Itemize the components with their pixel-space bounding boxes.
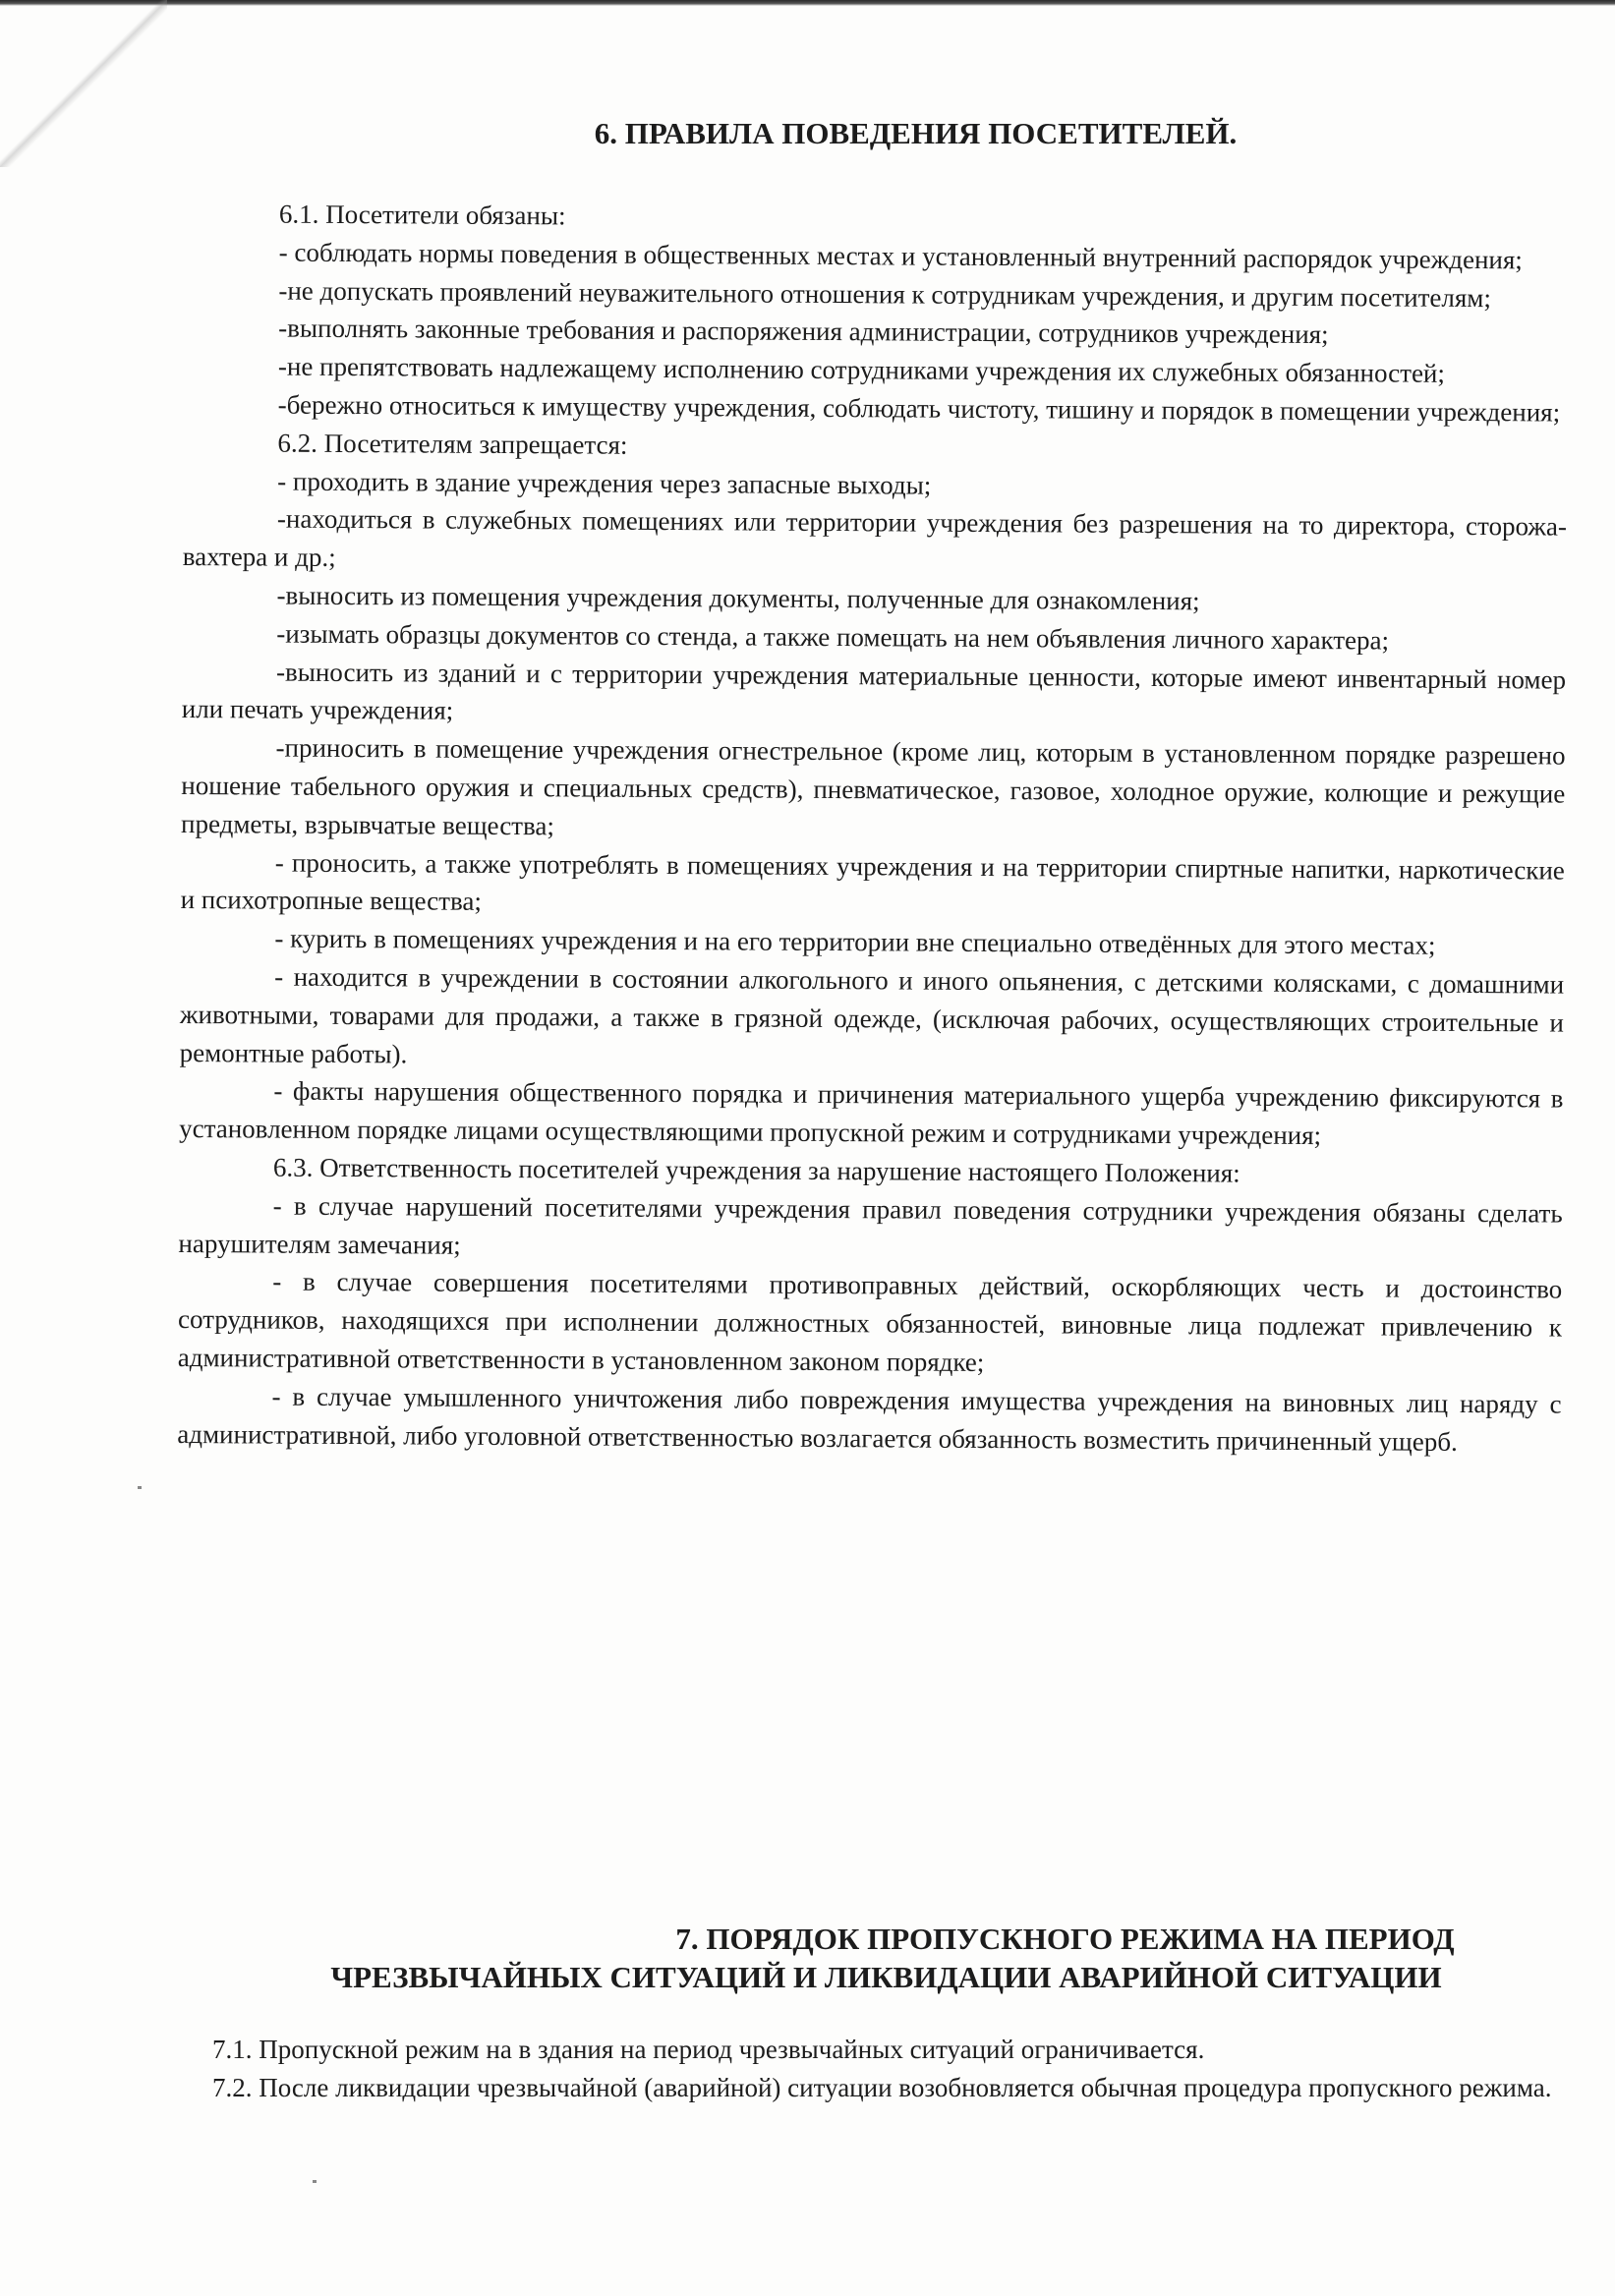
section-7-title-line-1: 7. ПОРЯДОК ПРОПУСКНОГО РЕЖИМА НА ПЕРИОД — [675, 1922, 1455, 1956]
paragraph: -бережно относиться к имуществу учреждения, соблюдать чистоту, тишину и порядок в помещении учреждения; — [277, 389, 1561, 428]
paragraph: - в случае нарушений посетителями учреждения правил поведения сотрудники учреждения обязаны сделать нарушителям замечания; — [178, 1190, 1563, 1260]
paragraph-7-1: 7.1. Пропускной режим на в здания на период чрезвычайных ситуаций ограничивается. — [212, 2035, 1205, 2064]
scan-speck — [138, 1486, 142, 1489]
section-7-title-line-2: ЧРЕЗВЫЧАЙНЫХ СИТУАЦИЙ И ЛИКВИДАЦИИ АВАРИЙНОЙ СИТУАЦИИ — [330, 1960, 1442, 1994]
section-6-title: 6. ПРАВИЛА ПОВЕДЕНИЯ ПОСЕТИТЕЛЕЙ. — [594, 116, 1238, 150]
paragraph: -не допускать проявлений неуважительного отношения к сотрудникам учреждения, и другим посетителям; — [278, 275, 1491, 313]
paragraph: - курить в помещениях учреждения и на его территории вне специально отведённых для этого местах; — [274, 923, 1436, 960]
scan-speck — [313, 2180, 317, 2183]
paragraph: -не препятствовать надлежащему исполнению сотрудниками учреждения их служебных обязанностей; — [277, 351, 1446, 389]
section-7-body — [212, 2031, 1559, 2107]
paragraph: - проносить, а также употреблять в помещениях учреждения и на территории спиртные напитки, наркотические и психотропные вещества; — [180, 847, 1565, 917]
paragraph: -находиться в служебных помещениях или территории учреждения без разрешения на то директора, сторожа-вахтера и др.; — [182, 503, 1568, 573]
paragraph: -приносить в помещение учреждения огнестрельное (кроме лиц, которым в установленном порядке разрешено ношение табельного оружия и специальных средств), пневматическое, газовое, холодное оружие, колющие и режущие предметы, взрывчатые вещества; — [181, 732, 1566, 841]
paragraph-6-2: 6.2. Посетителям запрещается: — [277, 428, 628, 460]
paragraph-6-3: 6.3. Ответственность посетителей учреждения за нарушение настоящего Положения: — [272, 1152, 1240, 1188]
scan-top-edge — [0, 0, 1615, 6]
paragraph: - находится в учреждении в состоянии алкогольного и иного опьянения, с детскими колясками, с домашними животными, товарами для продажи, а также в грязной одежде, (исключая рабочих, осуществляющих строительные и ремонтные работы). — [179, 961, 1565, 1068]
paragraph: -выполнять законные требования и распоряжения администрации, сотрудников учреждения; — [278, 313, 1329, 350]
paragraph: -выносить из помещения учреждения документы, полученные для ознакомления; — [276, 580, 1200, 616]
paragraph: - в случае совершения посетителями противоправных действий, оскорбляющих честь и достоинство сотрудников, находящихся при исполнении должностных обязанностей, виновные лица подлежат привлечению к административной ответственности в установленном законом порядке; — [177, 1266, 1563, 1377]
paragraph: - проходить в здание учреждения через запасные выходы; — [277, 466, 932, 500]
paragraph: -выносить из зданий и с территории учреждения материальные ценности, которые имеют инвентарный номер или печать учреждения; — [181, 657, 1567, 726]
paragraph: - соблюдать нормы поведения в общественных местах и установленный внутренний распорядок учреждения; — [278, 237, 1523, 275]
section-6-body — [177, 195, 1569, 1462]
paragraph: - в случае умышленного уничтожения либо повреждения имущества учреждения на виновных лиц наряду с административной, либо уголовной ответственностью возлагается обязанность возместить причиненный ущерб. — [177, 1381, 1562, 1457]
paragraph-7-2: 7.2. После ликвидации чрезвычайной (аварийной) ситуации возобновляется обычная процедура пропускного режима. — [212, 2072, 1552, 2102]
paragraph: -изымать образцы документов со стенда, а также помещать на нем объявления личного характера; — [276, 618, 1390, 656]
paragraph-6-1: 6.1. Посетители обязаны: — [278, 199, 566, 231]
paragraph: - факты нарушения общественного порядка и причинения материального ущерба учреждению фиксируются в установленном порядке лицами осуществляющими пропускной режим и сотрудниками учреждения; — [179, 1075, 1564, 1151]
